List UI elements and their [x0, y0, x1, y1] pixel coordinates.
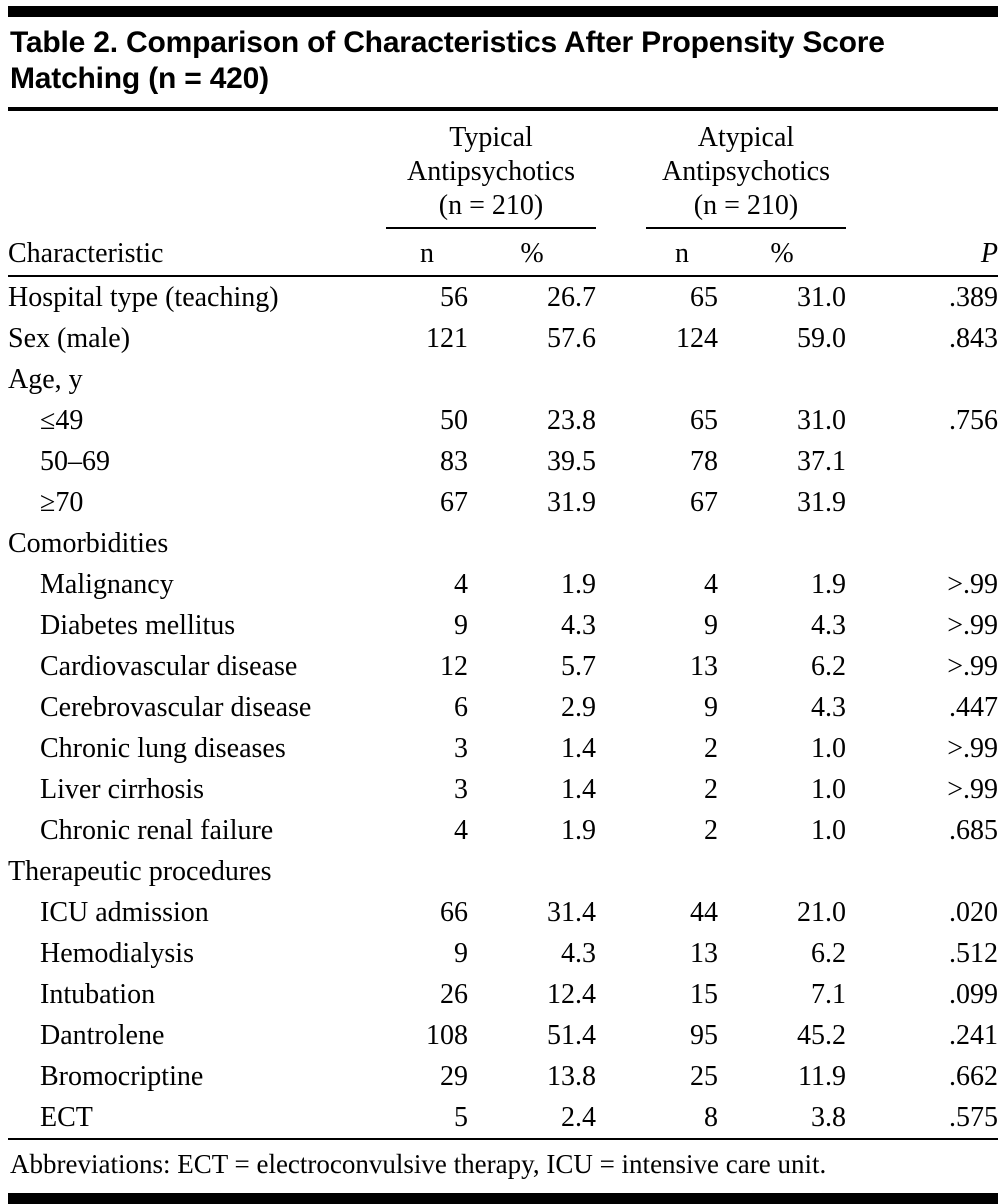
cell-typical-pct: 4.3	[561, 938, 596, 969]
cell-typical-n: 50	[440, 405, 468, 436]
table-row	[8, 1056, 998, 1097]
cell-atypical-n: 65	[690, 405, 718, 436]
group-header-leading-spacer	[8, 111, 386, 228]
cell-atypical-pct: 31.9	[797, 487, 846, 518]
cell-characteristic: Bromocriptine	[40, 1061, 204, 1092]
cell-typical-n: 108	[426, 1020, 468, 1051]
cell-typical-pct	[468, 851, 596, 892]
table-section-row	[8, 359, 998, 400]
column-header-typical-n: n	[386, 228, 468, 276]
column-header-row	[8, 228, 998, 276]
cell-characteristic: Intubation	[40, 979, 156, 1010]
cell-characteristic: Chronic lung diseases	[40, 733, 286, 764]
cell-typical-pct: 2.9	[561, 692, 596, 723]
cell-typical-pct: 5.7	[561, 651, 596, 682]
cell-typical-n: 9	[454, 938, 468, 969]
comparison-table	[8, 111, 998, 1138]
cell-atypical-n: 78	[690, 446, 718, 477]
cell-gap	[596, 933, 646, 974]
cell-p-value: .685	[949, 815, 998, 846]
cell-p-value: >.99	[947, 569, 998, 600]
cell-typical-n: 66	[440, 897, 468, 928]
cell-atypical-pct: 31.0	[797, 405, 846, 436]
cell-typical-n: 3	[454, 733, 468, 764]
cell-gap	[596, 564, 646, 605]
cell-p-value	[846, 482, 998, 523]
cell-characteristic: Therapeutic procedures	[8, 856, 272, 887]
cell-typical-n: 4	[454, 569, 468, 600]
group-header-gap	[596, 111, 646, 228]
bottom-rule-bar	[8, 1193, 998, 1204]
cell-atypical-n: 8	[704, 1102, 718, 1133]
cell-characteristic: Hospital type (teaching)	[8, 282, 279, 313]
cell-gap	[596, 1097, 646, 1138]
column-header-gap	[596, 228, 646, 276]
cell-atypical-pct: 11.9	[798, 1061, 846, 1092]
group-header-trailing-spacer	[846, 111, 998, 228]
cell-gap	[596, 359, 646, 400]
column-header-atypical-pct: %	[718, 228, 846, 276]
table-row	[8, 892, 998, 933]
table-row	[8, 605, 998, 646]
cell-atypical-pct: 4.3	[811, 610, 846, 641]
cell-gap	[596, 892, 646, 933]
cell-atypical-pct: 45.2	[797, 1020, 846, 1051]
cell-atypical-pct: 21.0	[797, 897, 846, 928]
table-row	[8, 400, 998, 441]
cell-typical-pct: 26.7	[547, 282, 596, 313]
cell-typical-pct: 23.8	[547, 405, 596, 436]
cell-gap	[596, 769, 646, 810]
cell-typical-pct: 1.9	[561, 569, 596, 600]
cell-gap	[596, 441, 646, 482]
cell-gap	[596, 687, 646, 728]
cell-typical-pct: 1.4	[561, 774, 596, 805]
cell-p-value: >.99	[947, 610, 998, 641]
cell-atypical-n: 95	[690, 1020, 718, 1051]
cell-characteristic: Cerebrovascular disease	[40, 692, 312, 723]
cell-gap	[596, 318, 646, 359]
cell-atypical-n	[646, 359, 718, 400]
table-row	[8, 646, 998, 687]
table-row	[8, 687, 998, 728]
table-section-row	[8, 523, 998, 564]
cell-atypical-n: 44	[690, 897, 718, 928]
cell-p-value: .447	[949, 692, 998, 723]
table-row	[8, 276, 998, 318]
cell-typical-pct	[468, 523, 596, 564]
cell-atypical-n: 65	[690, 282, 718, 313]
cell-atypical-n: 9	[704, 692, 718, 723]
table-section-row	[8, 851, 998, 892]
cell-characteristic: Cardiovascular disease	[40, 651, 298, 682]
cell-p-value	[846, 851, 998, 892]
cell-atypical-pct: 59.0	[797, 323, 846, 354]
cell-p-value: .756	[949, 405, 998, 436]
cell-characteristic: ≤49	[40, 405, 84, 436]
table-row	[8, 1097, 998, 1138]
cell-atypical-n: 4	[704, 569, 718, 600]
cell-atypical-pct: 1.0	[811, 815, 846, 846]
cell-atypical-n: 25	[690, 1061, 718, 1092]
cell-p-value: .020	[949, 897, 998, 928]
cell-typical-n: 6	[454, 692, 468, 723]
column-header-typical-pct: %	[468, 228, 596, 276]
cell-characteristic: Dantrolene	[40, 1020, 165, 1051]
cell-gap	[596, 276, 646, 318]
cell-gap	[596, 523, 646, 564]
cell-atypical-pct: 6.2	[811, 651, 846, 682]
cell-p-value	[846, 441, 998, 482]
table-row	[8, 318, 998, 359]
cell-characteristic: ECT	[40, 1102, 93, 1133]
abbreviations-note: Abbreviations: ECT = electroconvulsive therapy, ICU = intensive care unit.	[8, 1138, 998, 1187]
cell-gap	[596, 810, 646, 851]
cell-p-value: .843	[949, 323, 998, 354]
cell-gap	[596, 1056, 646, 1097]
cell-gap	[596, 482, 646, 523]
cell-atypical-pct: 37.1	[797, 446, 846, 477]
cell-p-value: >.99	[947, 733, 998, 764]
cell-atypical-pct	[718, 523, 846, 564]
cell-gap	[596, 400, 646, 441]
cell-typical-pct: 51.4	[547, 1020, 596, 1051]
table-title: Table 2. Comparison of Characteristics After Propensity Score Matching (n = 420)	[10, 26, 885, 95]
table-row	[8, 441, 998, 482]
cell-typical-n: 9	[454, 610, 468, 641]
table-row	[8, 810, 998, 851]
table-row	[8, 564, 998, 605]
cell-typical-pct: 1.4	[561, 733, 596, 764]
cell-characteristic: 50–69	[40, 446, 110, 477]
cell-characteristic: Malignancy	[40, 569, 174, 600]
table-row	[8, 769, 998, 810]
cell-typical-n: 29	[440, 1061, 468, 1092]
cell-atypical-pct: 31.0	[797, 282, 846, 313]
cell-characteristic: Diabetes mellitus	[40, 610, 236, 641]
cell-p-value: >.99	[947, 774, 998, 805]
cell-typical-pct: 31.4	[547, 897, 596, 928]
table-title-block	[8, 17, 998, 111]
cell-atypical-n: 124	[676, 323, 718, 354]
cell-typical-pct: 4.3	[561, 610, 596, 641]
cell-typical-n	[386, 851, 468, 892]
cell-typical-n: 26	[440, 979, 468, 1010]
column-header-characteristic: Characteristic	[8, 228, 386, 276]
cell-typical-n	[386, 523, 468, 564]
cell-gap	[596, 974, 646, 1015]
table-row	[8, 482, 998, 523]
cell-atypical-n: 2	[704, 815, 718, 846]
cell-atypical-pct: 4.3	[811, 692, 846, 723]
cell-typical-n: 4	[454, 815, 468, 846]
cell-typical-pct: 2.4	[561, 1102, 596, 1133]
table-row	[8, 728, 998, 769]
column-header-atypical-n: n	[646, 228, 718, 276]
cell-atypical-n: 2	[704, 733, 718, 764]
top-rule-bar	[8, 6, 998, 17]
cell-gap	[596, 1015, 646, 1056]
cell-characteristic: Age, y	[8, 364, 83, 395]
cell-typical-pct: 39.5	[547, 446, 596, 477]
cell-typical-n: 56	[440, 282, 468, 313]
cell-typical-n: 5	[454, 1102, 468, 1133]
cell-atypical-n: 13	[690, 938, 718, 969]
cell-atypical-pct: 1.9	[811, 569, 846, 600]
cell-p-value	[846, 359, 998, 400]
cell-p-value: .241	[949, 1020, 998, 1051]
group-header-typical	[386, 111, 596, 228]
cell-characteristic: ICU admission	[40, 897, 209, 928]
cell-atypical-pct: 1.0	[811, 733, 846, 764]
group-header-atypical	[646, 111, 846, 228]
cell-atypical-pct: 1.0	[811, 774, 846, 805]
cell-typical-pct: 13.8	[547, 1061, 596, 1092]
cell-characteristic: ≥70	[40, 487, 84, 518]
cell-p-value: .662	[949, 1061, 998, 1092]
cell-atypical-n	[646, 851, 718, 892]
cell-characteristic: Hemodialysis	[40, 938, 194, 969]
cell-typical-n: 3	[454, 774, 468, 805]
cell-typical-n	[386, 359, 468, 400]
cell-typical-pct: 31.9	[547, 487, 596, 518]
cell-p-value: .099	[949, 979, 998, 1010]
cell-atypical-n: 2	[704, 774, 718, 805]
cell-p-value: >.99	[947, 651, 998, 682]
cell-typical-pct: 12.4	[547, 979, 596, 1010]
cell-typical-n: 121	[426, 323, 468, 354]
cell-atypical-n	[646, 523, 718, 564]
cell-typical-n: 67	[440, 487, 468, 518]
cell-atypical-n: 9	[704, 610, 718, 641]
cell-p-value: .512	[949, 938, 998, 969]
cell-atypical-pct: 7.1	[811, 979, 846, 1010]
cell-gap	[596, 646, 646, 687]
cell-characteristic: Liver cirrhosis	[40, 774, 205, 805]
cell-atypical-pct	[718, 359, 846, 400]
cell-characteristic: Chronic renal failure	[40, 815, 274, 846]
cell-typical-n: 12	[440, 651, 468, 682]
group-header-row	[8, 111, 998, 228]
cell-characteristic: Sex (male)	[8, 323, 131, 354]
cell-atypical-n: 67	[690, 487, 718, 518]
cell-typical-pct: 57.6	[547, 323, 596, 354]
cell-atypical-pct	[718, 851, 846, 892]
cell-atypical-pct: 6.2	[811, 938, 846, 969]
column-header-p: P	[846, 228, 998, 276]
cell-p-value: .575	[949, 1102, 998, 1133]
cell-atypical-pct: 3.8	[811, 1102, 846, 1133]
cell-p-value	[846, 523, 998, 564]
cell-gap	[596, 605, 646, 646]
table-row	[8, 974, 998, 1015]
cell-atypical-n: 15	[690, 979, 718, 1010]
table-row	[8, 933, 998, 974]
cell-typical-pct: 1.9	[561, 815, 596, 846]
cell-typical-pct	[468, 359, 596, 400]
cell-characteristic: Comorbidities	[8, 528, 169, 559]
cell-p-value: .389	[949, 282, 998, 313]
cell-atypical-n: 13	[690, 651, 718, 682]
cell-gap	[596, 851, 646, 892]
cell-typical-n: 83	[440, 446, 468, 477]
table-header	[8, 111, 998, 276]
table-body	[8, 276, 998, 1138]
cell-gap	[596, 728, 646, 769]
group-header-atypical-label: Atypical Antipsychotics (n = 210)	[662, 122, 830, 221]
group-header-typical-label: Typical Antipsychotics (n = 210)	[407, 122, 575, 221]
table-row	[8, 1015, 998, 1056]
